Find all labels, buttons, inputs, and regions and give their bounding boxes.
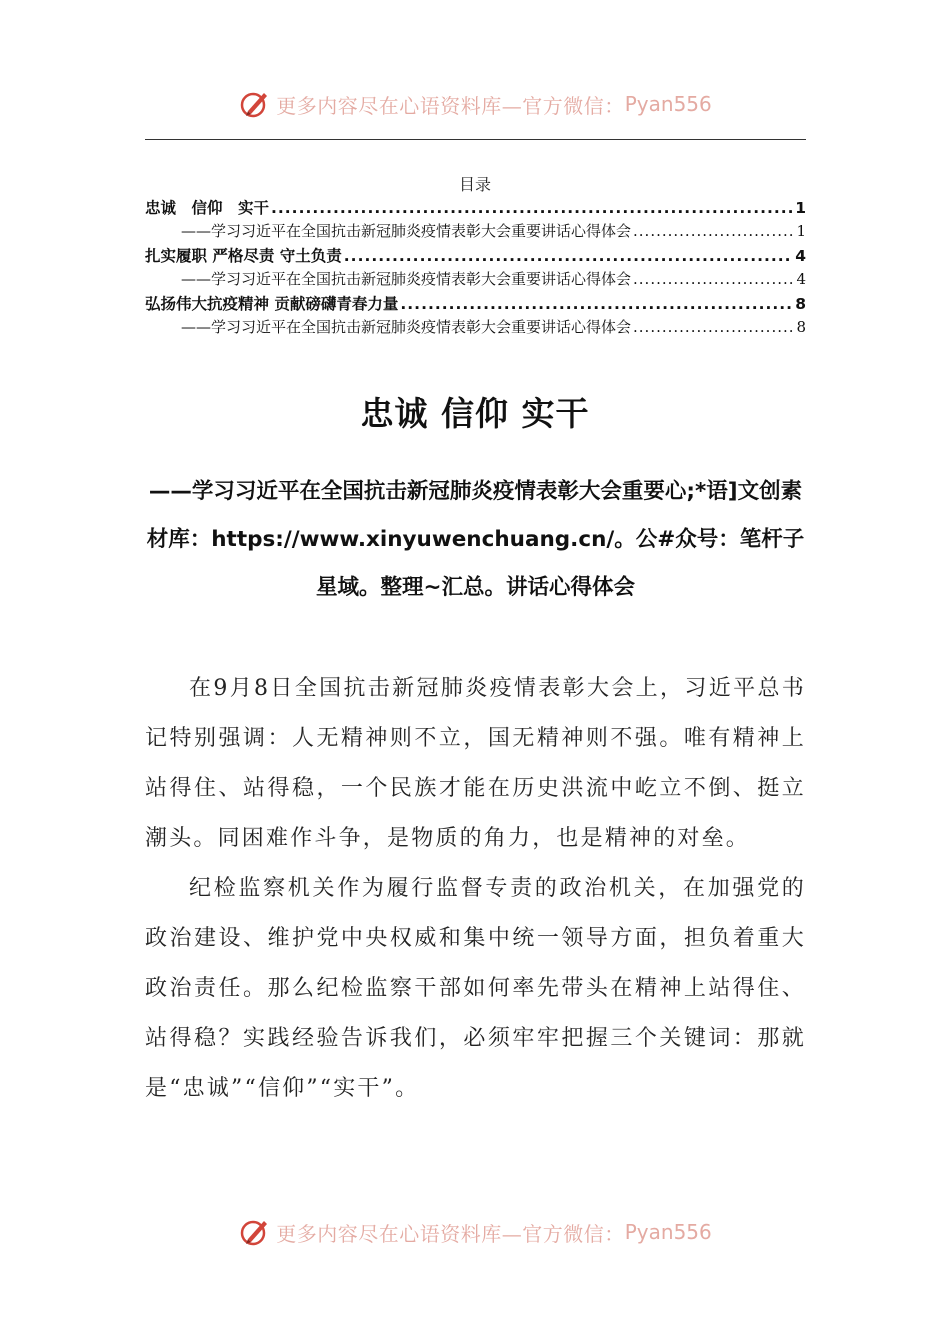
header-banner (0, 84, 950, 124)
header-divider (145, 139, 806, 140)
toc-leader (633, 222, 794, 240)
article-title: 忠诚 信仰 实干 (360, 394, 590, 433)
toc-entry-page: 8 (795, 295, 806, 313)
toc-entry-page: 4 (795, 247, 806, 265)
toc-entry-page: 1 (796, 222, 806, 240)
toc-leader (344, 247, 793, 265)
toc-entry[interactable] (145, 244, 806, 268)
toc-leader (633, 270, 794, 288)
toc-title: 目录 (458, 175, 491, 194)
article-subtitle: ——学习习近平在全国抗击新冠肺炎疫情表彰大会重要心;*语]文创素材库：https://www.xinyuwenchuang.cn/。公#众号：笔杆子星域。整理~汇总。讲话心得体会 (146, 479, 805, 600)
article-body (145, 664, 806, 1114)
banner-wechat-id: Pyan556 (624, 1220, 712, 1244)
banner-text: 更多内容尽在心语资料库—官方微信： (276, 1221, 625, 1246)
toc-entry-page: 1 (795, 199, 806, 217)
toc-entry[interactable] (145, 220, 806, 244)
toc-entry[interactable] (145, 292, 806, 316)
toc-entry-title: 扎实履职 严格尽责 守土负责 (145, 247, 342, 265)
footer-banner (0, 1212, 950, 1252)
banner-text: 更多内容尽在心语资料库—官方微信： (276, 93, 625, 118)
toc-leader (271, 199, 793, 217)
body-paragraph: 纪检监察机关作为履行监督专责的政治机关，在加强党的政治建设、维护党中央权威和集中统一领导方面，担负着重大政治责任。那么纪检监察干部如何率先带头在精神上站得住、站得稳？实践经验告诉我们，必须牢牢把握三个关键词：那就是“忠诚”“信仰”“实干”。 (145, 876, 806, 1101)
table-of-contents (145, 196, 806, 340)
toc-entry-title: 忠诚 信仰 实干 (145, 199, 270, 217)
toc-entry[interactable] (145, 196, 806, 220)
pen-logo-icon (238, 87, 272, 121)
body-paragraph: 在9月8日全国抗击新冠肺炎疫情表彰大会上，习近平总书记特别强调：人无精神则不立，国无精神则不强。唯有精神上站得住、站得稳，一个民族才能在历史洪流中屹立不倒、挺立潮头。同困难作斗争，是物质的角力，也是精神的对垒。 (145, 676, 806, 851)
toc-entry-title: ——学习习近平在全国抗击新冠肺炎疫情表彰大会重要讲话心得体会 (181, 318, 632, 336)
toc-entry-page: 4 (796, 270, 806, 288)
toc-entry-title: ——学习习近平在全国抗击新冠肺炎疫情表彰大会重要讲话心得体会 (181, 222, 632, 240)
pen-logo-icon (238, 1215, 272, 1249)
toc-entry[interactable] (145, 316, 806, 340)
toc-entry-page: 8 (796, 318, 806, 336)
toc-leader (633, 318, 794, 336)
toc-leader (400, 295, 793, 313)
toc-entry-title: 弘扬伟大抗疫精神 贡献磅礴青春力量 (145, 295, 399, 313)
toc-entry-title: ——学习习近平在全国抗击新冠肺炎疫情表彰大会重要讲话心得体会 (181, 270, 632, 288)
banner-wechat-id: Pyan556 (624, 92, 712, 116)
toc-entry[interactable] (145, 268, 806, 292)
